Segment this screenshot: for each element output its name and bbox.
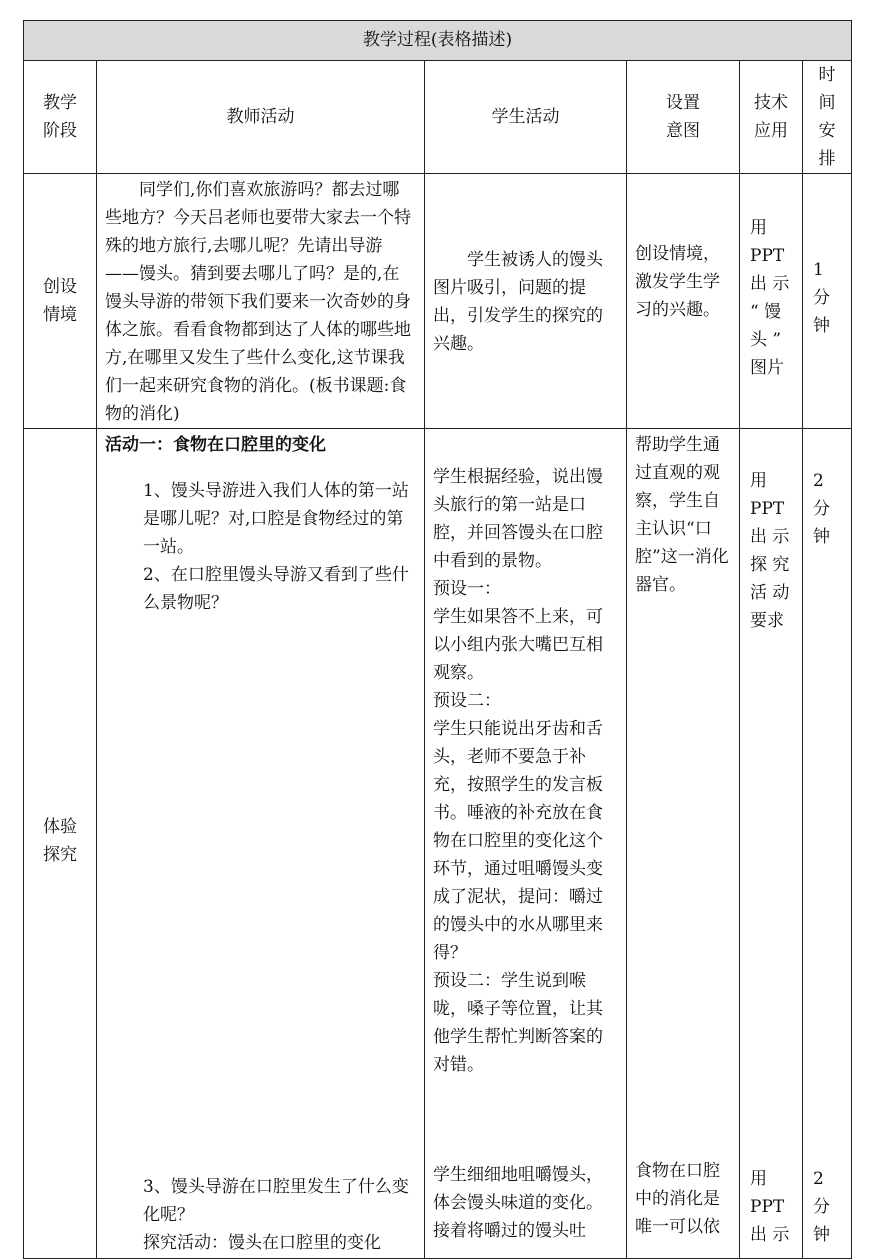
header-time: 时 间 安 排 [803,61,852,174]
student-q3-answer: 学生细细地咀嚼馒头，体会馒头味道的变化。接着将嚼过的馒头吐 [433,1165,603,1241]
teacher-question-3: 3、馒头导游在口腔里发生了什么变化呢？ [143,1177,409,1225]
teacher-question-2: 2、在口腔里馒头导游又看到了些什么景物呢？ [143,565,409,613]
teacher-activity-situation: 同学们,你们喜欢旅游吗？都去过哪些地方？今天吕老师也要带大家去一个特殊的地方旅行,去哪儿呢？先请出导游——馒头。猜到要去哪儿了吗？是的,在馒头导游的带领下我们要来一次奇妙的身体之旅。看看食物都到达了人体的哪些地方,在哪里又发生了些什么变化,这节课我们一起来研究食物的消化。(板书课题:食物的消化) [97,174,425,429]
preset-3-text: 预设二：学生说到喉咙，嗓子等位置，让其他学生帮忙判断答案的对错。 [433,971,603,1075]
preset-2-text: 学生只能说出牙齿和舌头，老师不要急于补充，按照学生的发言板书。唾液的补充放在食物在口腔里的变化这个环节，通过咀嚼馒头变成了泥状，提问：嚼过的馒头中的水从哪里来得？ [433,719,603,963]
time-situation: 1 分 钟 [803,174,852,429]
lesson-process-table [23,20,852,1259]
teacher-question-3-activity: 探究活动：馒头在口腔里的变化 [143,1233,381,1253]
header-student: 学生活动 [425,61,627,174]
time-explore: 2 分 钟 2 分 钟 [803,429,852,1259]
intent-situation: 创设情境，激发学生学习的兴趣。 [627,174,740,429]
preset-2-label: 预设二： [433,691,501,711]
tech-situation: 用 PPT 出 示 “ 馒 头 ” 图片 [740,174,803,429]
student-main-answer: 学生根据经验，说出馒头旅行的第一站是口腔，并回答馒头在口腔中看到的景物。 [433,467,603,571]
intent-activity-one: 帮助学生通过直观的观察，学生自主认识“口腔”这一消化器官。 [635,435,729,595]
preset-1-text: 学生如果答不上来，可以小组内张大嘴巴互相观察。 [433,607,603,683]
activity-one-title: 活动一：食物在口腔里的变化 [105,435,326,455]
intent-q3: 食物在口腔中的消化是唯一可以依 [635,1161,720,1237]
table-title: 教学过程(表格描述) [24,21,852,61]
header-tech: 技术 应用 [740,61,803,174]
student-activity-explore [425,429,627,1259]
stage-situation: 创设 情境 [24,174,97,429]
header-intent: 设置 意图 [627,61,740,174]
intent-explore [627,429,740,1259]
teacher-question-1: 1、馒头导游进入我们人体的第一站是哪儿呢？对,口腔是食物经过的第一站。 [143,481,409,557]
row-situation [24,174,852,429]
header-row [24,61,852,174]
stage-explore: 体验 探究 [24,429,97,1259]
table-title-row [24,21,852,61]
tech-explore: 用 PPT 出 示 探 究 活 动 要求 用 PPT 出 示 [740,429,803,1259]
header-stage: 教学 阶段 [24,61,97,174]
preset-1-label: 预设一： [433,579,501,599]
teacher-activity-explore [97,429,425,1259]
header-teacher: 教师活动 [97,61,425,174]
row-explore [24,429,852,1259]
student-activity-situation: 学生被诱人的馒头图片吸引，问题的提出，引发学生的探究的兴趣。 [425,174,627,429]
